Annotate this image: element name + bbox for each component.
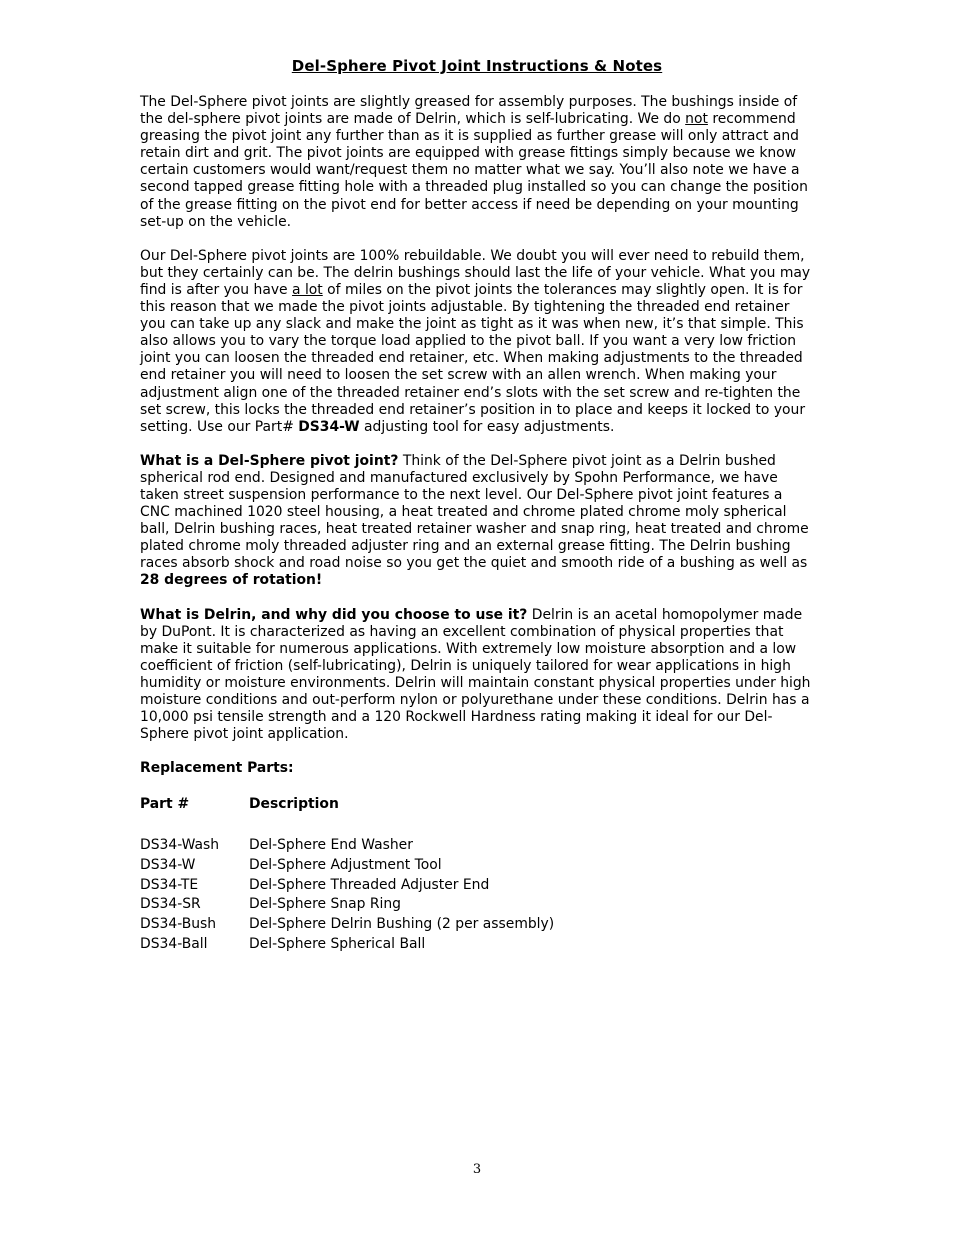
paragraph-what-is-del-sphere — [140, 453, 814, 590]
spacer-cell — [140, 816, 249, 836]
column-header-part: Part # — [140, 796, 190, 813]
part-number-cell: DS34-Bush — [140, 916, 217, 933]
part-number-cell: DS34-W — [140, 856, 196, 873]
question-heading: What is a Del-Sphere pivot joint? — [140, 452, 399, 469]
part-description-cell: Del-Sphere Delrin Bushing (2 per assembly) — [249, 916, 555, 933]
table-row — [140, 876, 554, 896]
table-row — [140, 915, 554, 935]
paragraph-grease-notes — [140, 94, 814, 231]
bold-emphasis: 28 degrees of rotation! — [140, 572, 323, 589]
question-heading: What is Delrin, and why did you choose to use it? — [140, 606, 528, 623]
replacement-parts-heading: Replacement Parts: — [140, 760, 294, 777]
part-description-cell: Del-Sphere Snap Ring — [249, 896, 401, 913]
document-title: Del-Sphere Pivot Joint Instructions & Notes — [291, 57, 663, 75]
table-header-row — [140, 796, 554, 816]
part-description-cell: Del-Sphere Threaded Adjuster End — [249, 876, 490, 893]
paragraph-rebuildable — [140, 248, 814, 436]
part-description-cell: Del-Sphere Spherical Ball — [249, 935, 426, 952]
table-row — [140, 836, 554, 856]
parts-table — [140, 796, 554, 954]
text-run: Our Del-Sphere pivot joints are 100% rebuildable. We doubt you will ever need to rebuild them, but they certainly can be. The delrin bushings should last the life of your vehicle. What you may find is after you have — [140, 247, 811, 298]
text-run: The Del-Sphere pivot joints are slightly greased for assembly purposes. The bushings inside of the del-sphere pivot joints are made of Delrin, which is self-lubricating. We do — [140, 94, 798, 128]
part-number-cell: DS34-Wash — [140, 837, 220, 854]
bold-part-number: DS34-W — [298, 418, 360, 435]
part-description-cell: Del-Sphere Adjustment Tool — [249, 856, 442, 873]
table-row — [140, 935, 554, 955]
text-run: adjusting tool for easy adjustments. — [359, 418, 615, 435]
text-run: of miles on the pivot joints the tolerances may slightly open. It is for this reason that we made the pivot joints adjustable. By tightening the threaded end retainer you can take up any slack and make the joint as tight as it was when new, it’s that simple. This also allows you to vary the torque load applied to the pivot ball. If you want a very low friction joint you can loosen the threaded end retainer, etc. When making adjustments to the threaded end retainer you will need to loosen the set screw with an allen wrench. When making your adjustment align one of the threaded retainer end’s slots with the set screw and re-tighten the set screw, this locks the threaded end retainer’s position in to place and keeps it locked to your setting. Use our Part# — [140, 281, 806, 435]
table-row — [140, 895, 554, 915]
underlined-text: not — [685, 111, 708, 128]
document-page — [140, 56, 814, 955]
page-number: 3 — [472, 1162, 482, 1177]
spacer-cell — [249, 816, 554, 836]
part-number-cell: DS34-SR — [140, 896, 201, 913]
text-run: Think of the Del-Sphere pivot joint as a Delrin bushed spherical rod end. Designed and manufactured exclusively by Spohn Performance, we have taken street suspension performance to the next level. Our Del-Sphere pivot joint features a CNC machined 1020 steel housing, a heat treated and chrome plated chrome moly spherical ball, Delrin bushing races, heat treated retainer washer and snap ring, heat treated and chrome plated chrome moly threaded adjuster ring and an external grease fitting. The Delrin bushing races absorb shock and road noise so you get the quiet and smooth ride of a bushing as well as — [140, 452, 809, 572]
table-row — [140, 856, 554, 876]
underlined-text: a lot — [292, 281, 323, 298]
text-run: recommend greasing the pivot joint any further than as it is supplied as further grease will only attract and retain dirt and grit. The pivot joints are equipped with grease fittings simply because we know certain customers would want/request them no matter what we say. You’ll also note we have a second tapped grease fitting hole with a threaded plug installed so you can change the position of the grease fitting on the pivot end for better access if need be depending on your mounting set-up on the vehicle. — [140, 111, 808, 230]
text-run: Delrin is an acetal homopolymer made by DuPont. It is characterized as having an excellent combination of physical properties that make it suitable for numerous applications. With extremely low moisture absorption and a low coefficient of friction (self-lubricating), Delrin is uniquely tailored for wear applications in high humidity or moisture environments. Delrin will maintain constant physical properties under high moisture conditions and out-perform nylon or polyurethane under these conditions. Delrin has a 10,000 psi tensile strength and a 120 Rockwell Hardness rating making it ideal for our Del-Sphere pivot joint application. — [140, 606, 811, 743]
table-spacer-row — [140, 816, 554, 836]
part-number-cell: DS34-Ball — [140, 935, 208, 952]
part-description-cell: Del-Sphere End Washer — [249, 837, 413, 854]
column-header-description: Description — [249, 796, 339, 813]
paragraph-what-is-delrin — [140, 607, 814, 744]
part-number-cell: DS34-TE — [140, 876, 199, 893]
